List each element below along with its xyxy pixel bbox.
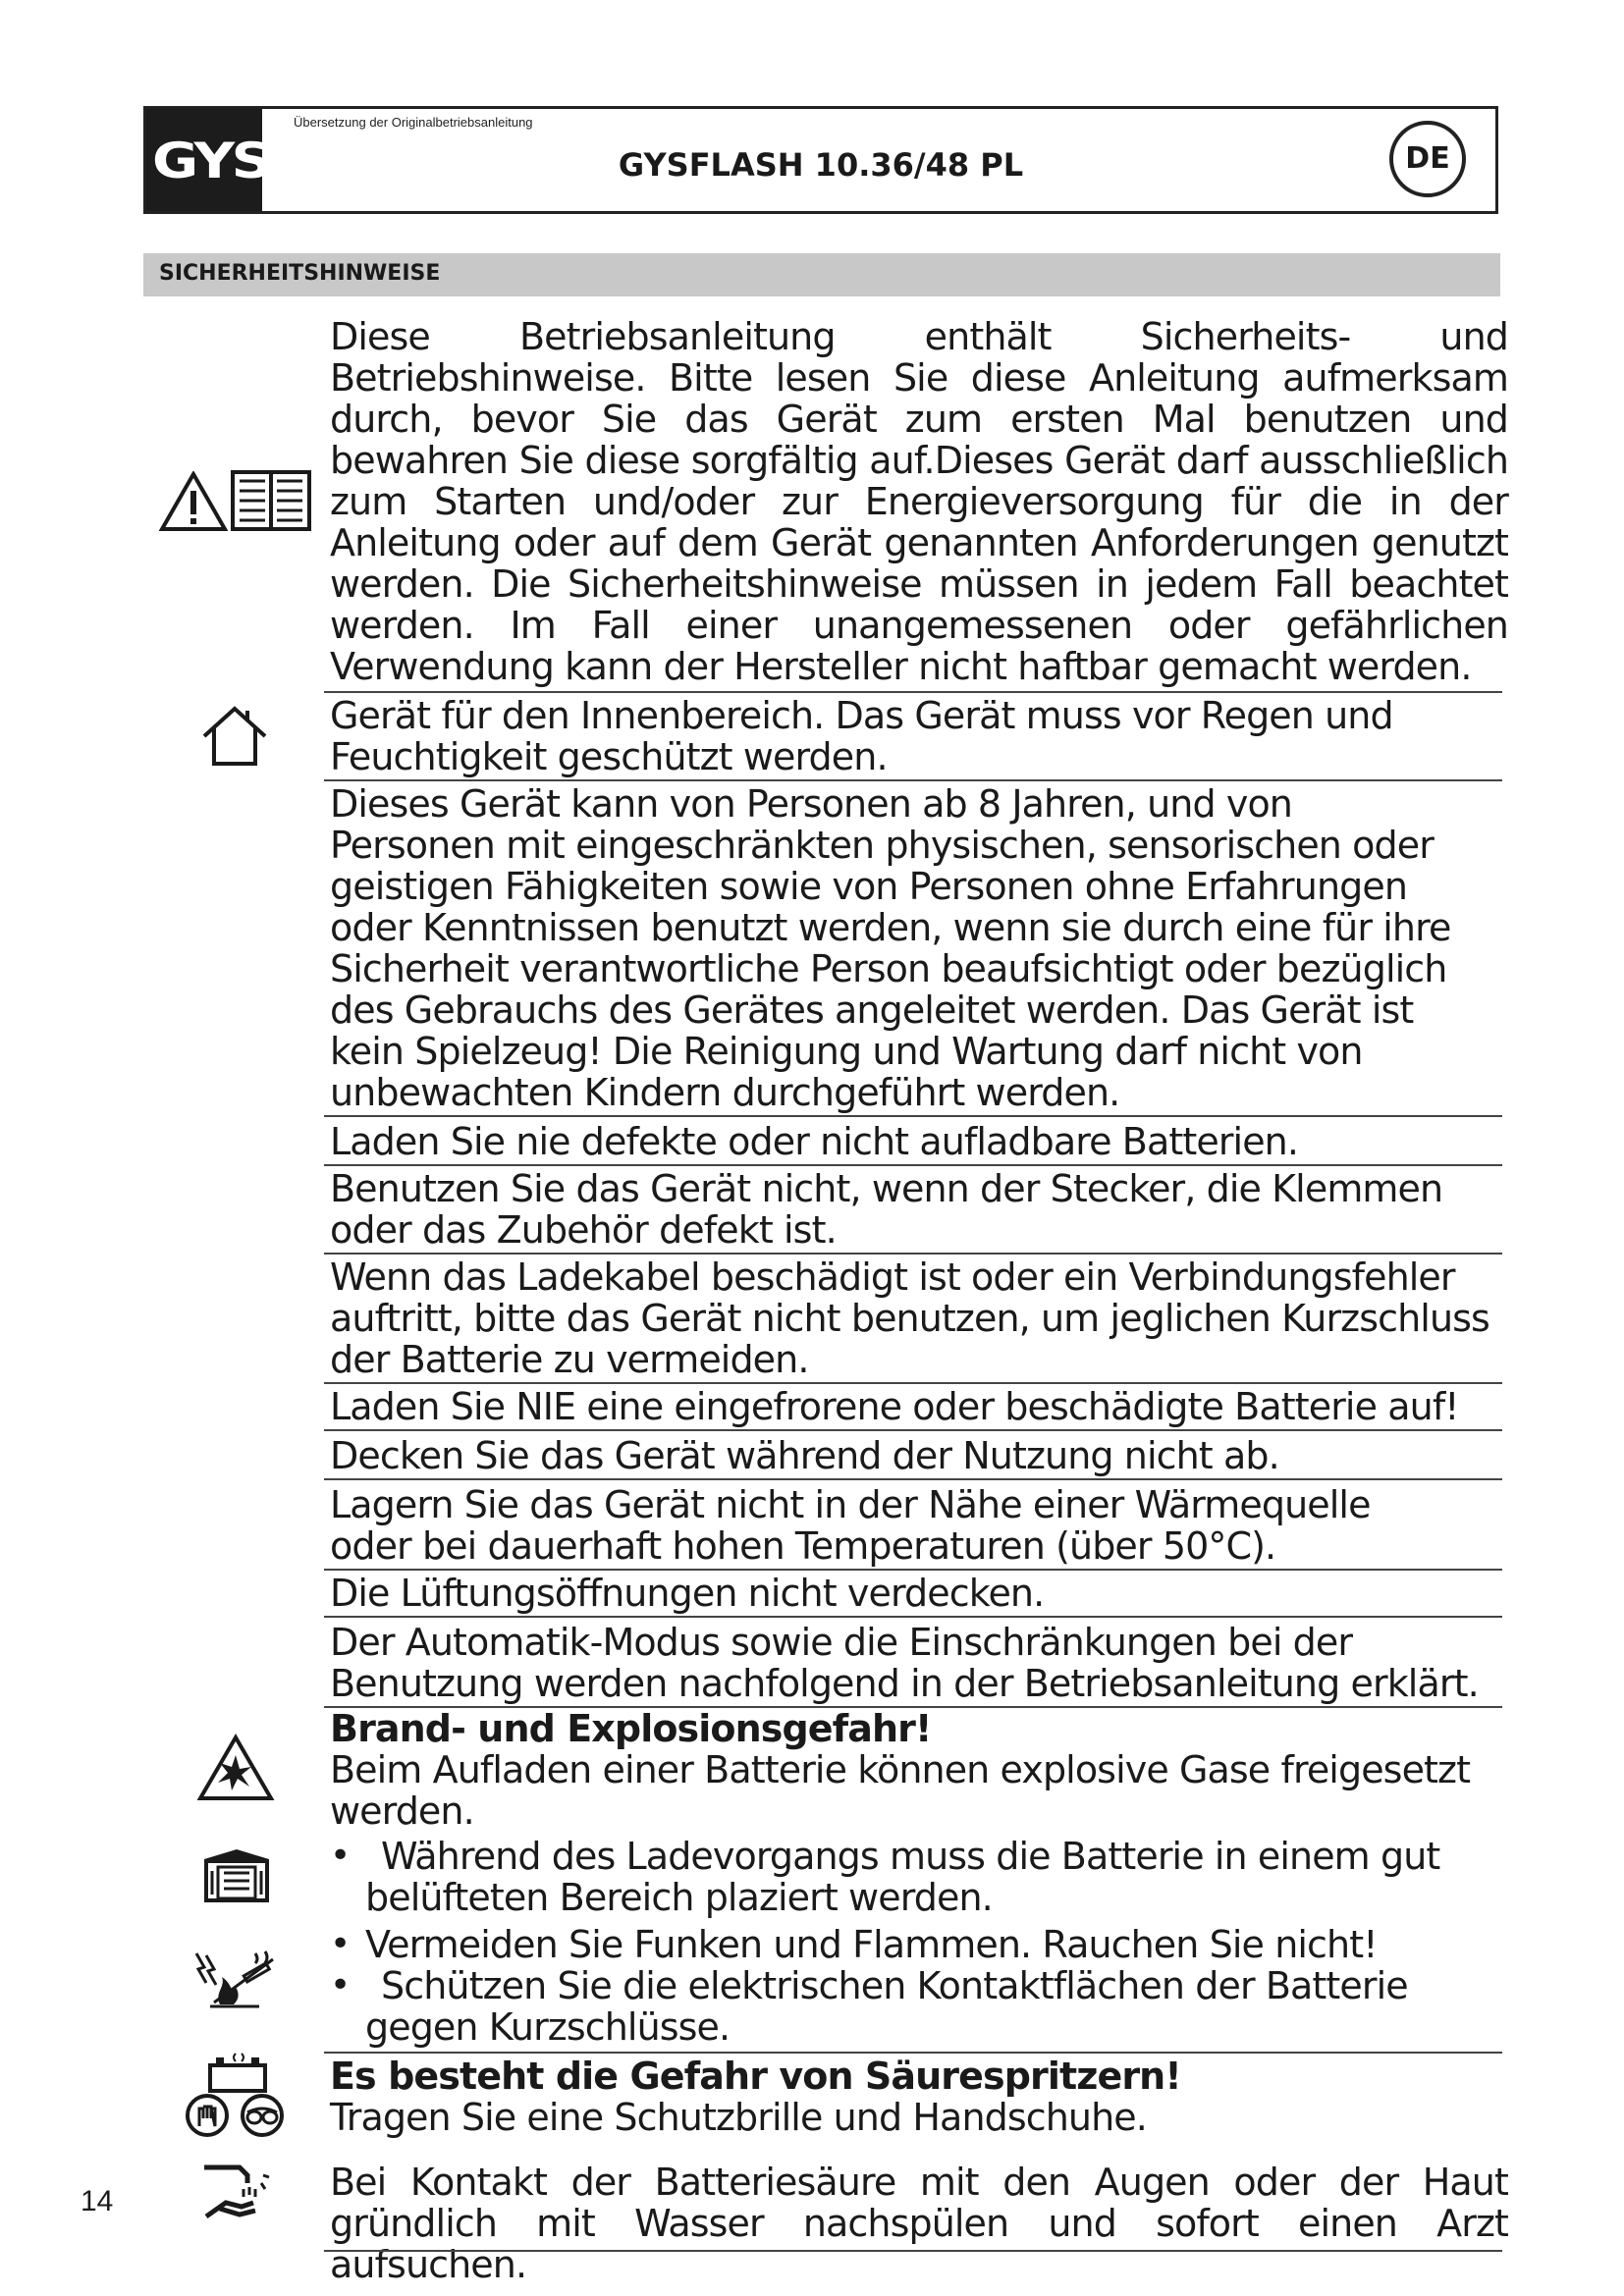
manual-book-icon xyxy=(230,469,312,534)
children-line-7: kein Spielzeug! Die Reinigung und Wartung darf nicht von xyxy=(330,1030,1363,1073)
divider xyxy=(324,1115,1502,1117)
children-line-2: Personen mit eingeschränkten physischen, sensorischen oder xyxy=(330,824,1434,867)
heat-line-2: oder bei dauerhaft hohen Temperaturen (über 50°C). xyxy=(330,1524,1276,1568)
acid-text: Tragen Sie eine Schutzbrille und Handschuhe. xyxy=(330,2096,1147,2139)
children-line-1: Dieses Gerät kann von Personen ab 8 Jahren, und von xyxy=(330,782,1292,826)
fire-bullet-3-line-1: Schützen Sie die elektrischen Kontaktflächen der Batterie xyxy=(381,1964,1408,2007)
children-line-6: des Gebrauchs des Gerätes angeleitet werden. Das Gerät ist xyxy=(330,988,1414,1032)
fire-bullet-3-line-2: gegen Kurzschlüsse. xyxy=(365,2005,731,2049)
intro-text: Diese Betriebsanleitung enthält Sicherheits- und Betriebshinweise. Bitte lesen Sie diese Anleitung aufmerksam durch, bevor Sie das Gerät zum ersten Mal benutzen und bewahren Sie diese sorgfältig auf.Dieses Gerät darf ausschließlich zum Starten und/oder zur Energieversorgung für die in der Anleitung oder auf dem Gerät genannten Anforderungen genutzt werden. Die Sicherheitshinweise müssen in jedem Fall beachtet werden. Im Fall einer unangemessenen oder gefährlichen Verwendung kann der Hersteller nicht haftbar gemacht werden. xyxy=(330,315,1508,688)
cable-line-2: auftritt, bitte das Gerät nicht benutzen, um jeglichen Kurzschluss xyxy=(330,1297,1489,1340)
contact-text: Bei Kontakt der Batteriesäure mit den Augen oder der Haut gründlich mit Wasser nachspülen und sofort einen Arzt aufsuchen. xyxy=(330,2161,1508,2286)
gys-logo: GYS xyxy=(146,109,262,211)
children-line-3: geistigen Fähigkeiten sowie von Personen ohne Erfahrungen xyxy=(330,865,1408,908)
divider xyxy=(324,1478,1502,1480)
document-header xyxy=(143,106,1498,214)
no-sparks-flames-smoking-icon xyxy=(190,1948,283,2010)
children-line-4: oder Kenntnissen benutzt werden, wenn sie durch eine für ihre xyxy=(330,906,1451,949)
document-title: GYSFLASH 10.36/48 PL xyxy=(618,146,1024,184)
rinse-water-icon xyxy=(200,2160,273,2224)
divider xyxy=(324,1382,1502,1384)
divider xyxy=(324,1164,1502,1166)
bullet-dot: • xyxy=(330,1924,352,1964)
divider xyxy=(324,1253,1502,1255)
gloves-icon xyxy=(185,2093,230,2138)
vents-text: Die Lüftungsöffnungen nicht verdecken. xyxy=(330,1572,1045,1615)
defective-text: Laden Sie nie defekte oder nicht aufladbare Batterien. xyxy=(330,1120,1299,1163)
house-icon xyxy=(200,705,269,768)
section-bar xyxy=(143,253,1500,296)
bullet-dot: • xyxy=(330,1836,352,1876)
goggles-icon xyxy=(240,2093,285,2138)
section-title: SICHERHEITSHINWEISE xyxy=(159,261,441,286)
fire-bullet-1-line-1: Während des Ladevorgangs muss die Batterie in einem gut xyxy=(381,1835,1440,1878)
indoor-line-1: Gerät für den Innenbereich. Das Gerät muss vor Regen und xyxy=(330,694,1393,737)
fire-bullet-1-line-2: belüfteten Bereich plaziert werden. xyxy=(365,1876,993,1919)
fire-bullet-2-line-1: Vermeiden Sie Funken und Flammen. Rauchen Sie nicht! xyxy=(365,1923,1378,1966)
plug-line-2: oder das Zubehör defekt ist. xyxy=(330,1208,837,1252)
divider xyxy=(324,1569,1502,1571)
cable-line-1: Wenn das Ladekabel beschädigt ist oder ein Verbindungsfehler xyxy=(330,1255,1455,1299)
explosion-warning-icon xyxy=(196,1734,275,1802)
acid-heading: Es besteht die Gefahr von Säurespritzern! xyxy=(330,2055,1181,2098)
divider xyxy=(324,1429,1502,1431)
divider xyxy=(324,2052,1502,2054)
automatic-line-1: Der Automatik-Modus sowie die Einschränkungen bei der xyxy=(330,1621,1353,1664)
automatic-line-2: Benutzung werden nachfolgend in der Betriebsanleitung erklärt. xyxy=(330,1662,1479,1705)
fire-heading: Brand- und Explosionsgefahr! xyxy=(330,1707,932,1750)
divider xyxy=(324,1616,1502,1618)
divider xyxy=(324,691,1502,693)
divider xyxy=(324,779,1502,781)
language-badge: DE xyxy=(1389,121,1466,197)
fire-line-2: werden. xyxy=(330,1789,474,1833)
header-subtitle: Übersetzung der Originalbetriebsanleitung xyxy=(294,115,533,130)
page-number: 14 xyxy=(81,2185,114,2217)
frozen-text: Laden Sie NIE eine eingefrorene oder beschädigte Batterie auf! xyxy=(330,1385,1459,1428)
acid-battery-icon xyxy=(206,2052,269,2093)
fire-line-1: Beim Aufladen einer Batterie können explosive Gase freigesetzt xyxy=(330,1748,1471,1791)
heat-line-1: Lagern Sie das Gerät nicht in der Nähe einer Wärmequelle xyxy=(330,1483,1371,1526)
ventilated-room-icon xyxy=(200,1847,273,1904)
children-line-8: unbewachten Kindern durchgeführt werden. xyxy=(330,1071,1120,1114)
plug-line-1: Benutzen Sie das Gerät nicht, wenn der Stecker, die Klemmen xyxy=(330,1167,1443,1210)
bullet-dot: • xyxy=(330,1965,352,2005)
children-line-5: Sicherheit verantwortliche Person beaufsichtigt oder bezüglich xyxy=(330,947,1447,990)
cable-line-3: der Batterie zu vermeiden. xyxy=(330,1338,809,1381)
indoor-line-2: Feuchtigkeit geschützt werden. xyxy=(330,735,888,778)
warning-icon xyxy=(159,471,228,532)
divider xyxy=(324,2250,1502,2252)
cover-text: Decken Sie das Gerät während der Nutzung nicht ab. xyxy=(330,1434,1279,1477)
